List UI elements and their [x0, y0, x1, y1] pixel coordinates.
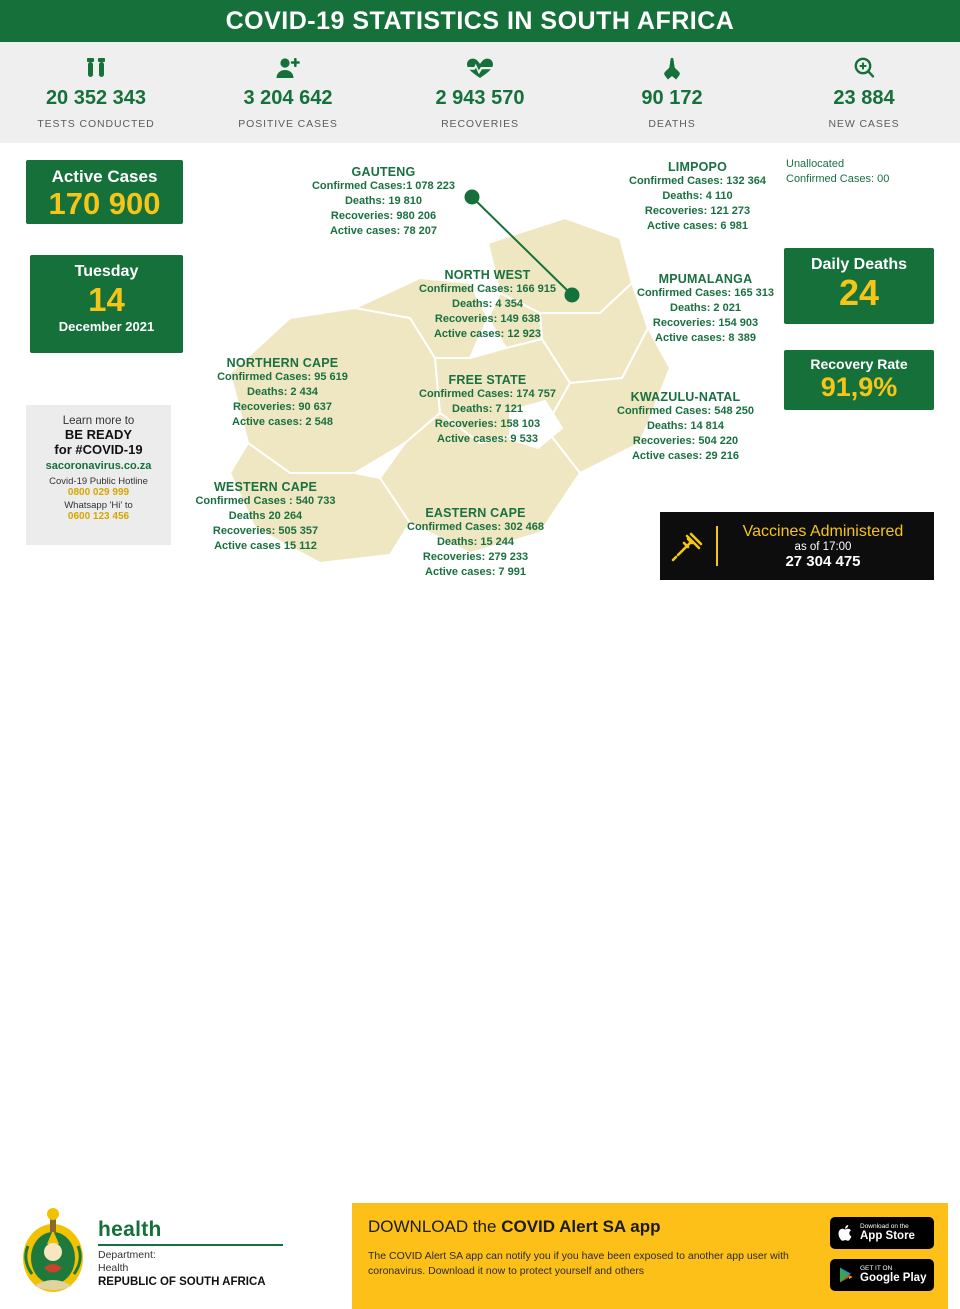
province-deaths: Deaths: 14 814	[646, 420, 725, 432]
stat-value: 2 943 570	[435, 87, 525, 109]
hotline-number: 0800 029 999	[67, 487, 130, 498]
health-line3: REPUBLIC OF SOUTH AFRICA	[98, 1276, 266, 1288]
googleplay-small-label: GET IT ON	[860, 1264, 893, 1272]
heart-pulse-icon	[465, 55, 495, 81]
province-label-limpopo	[590, 160, 805, 234]
province-name: WESTERN CAPE	[213, 480, 318, 494]
daily-deaths-panel	[784, 248, 934, 324]
vaccines-title: Vaccines Administered	[742, 522, 904, 540]
vaccines-as-of: as of 17:00	[794, 540, 852, 553]
south-africa-coat-of-arms	[14, 1206, 92, 1306]
stat-label: TESTS CONDUCTED	[37, 118, 155, 130]
date-month-year: December 2021	[58, 319, 155, 334]
active-cases-title: Active Cases	[51, 167, 158, 186]
province-name: LIMPOPO	[667, 160, 728, 174]
stat-label: NEW CASES	[828, 118, 900, 130]
be-ready-line1: Learn more to	[62, 415, 135, 427]
date-panel	[30, 255, 183, 353]
province-confirmed: Confirmed Cases: 132 364	[629, 175, 766, 187]
province-deaths: Deaths: 4 354	[452, 298, 523, 310]
stat-label: RECOVERIES	[441, 118, 519, 130]
app-banner-title-bold: COVID Alert SA app	[501, 1217, 661, 1236]
stat-deaths	[576, 42, 768, 143]
province-confirmed: Confirmed Cases: 95 619	[217, 371, 348, 383]
stat-label: POSITIVE CASES	[238, 118, 338, 130]
apple-icon	[836, 1224, 856, 1242]
province-name: EASTERN CAPE	[425, 506, 526, 520]
appstore-download-button[interactable]	[830, 1217, 934, 1249]
stat-value: 20 352 343	[45, 87, 147, 109]
summary-stats-bar	[0, 42, 960, 143]
province-active: Active cases: 9 533	[437, 433, 538, 445]
app-banner-title-plain: DOWNLOAD the	[368, 1217, 502, 1236]
page-header	[0, 0, 960, 42]
googleplay-big-label: Google Play	[860, 1272, 927, 1285]
covid-alert-app-banner	[352, 1203, 948, 1309]
app-banner-description: The COVID Alert SA app can notify you if you have been exposed to another app user with coronavirus. Download it now to protect yourself and others	[368, 1250, 789, 1277]
health-line1: Department:	[98, 1249, 156, 1261]
appstore-small-label: Download on the	[860, 1222, 909, 1230]
province-deaths: Deaths: 7 121	[452, 403, 523, 415]
province-deaths: Deaths: 2 021	[670, 302, 741, 314]
unallocated-title: Unallocated	[786, 158, 845, 170]
province-label-gauteng	[276, 165, 491, 239]
vaccines-administered-panel	[660, 512, 934, 580]
province-name: MPUMALANGA	[658, 272, 753, 286]
page-title: COVID-19 STATISTICS IN SOUTH AFRICA	[225, 6, 735, 35]
province-recoveries: Recoveries: 90 637	[232, 401, 333, 413]
province-label-north-west	[380, 268, 595, 342]
province-active: Active cases: 8 389	[655, 332, 756, 344]
province-label-eastern-cape	[368, 506, 583, 580]
province-confirmed: Confirmed Cases: 165 313	[637, 287, 774, 299]
person-plus-icon	[274, 55, 302, 81]
province-confirmed: Confirmed Cases : 540 733	[195, 495, 336, 507]
appstore-big-label: App Store	[860, 1230, 915, 1243]
googleplay-download-button[interactable]	[830, 1259, 934, 1291]
active-cases-value: 170 900	[48, 186, 161, 221]
province-deaths: Deaths: 19 810	[344, 195, 423, 207]
province-name: KWAZULU-NATAL	[630, 390, 741, 404]
province-active: Active cases: 7 991	[425, 566, 526, 578]
province-label-free-state	[380, 373, 595, 447]
province-active: Active cases: 78 207	[329, 225, 438, 237]
stat-label: DEATHS	[648, 118, 696, 130]
province-recoveries: Recoveries: 505 357	[212, 525, 319, 537]
sacoronavirus-link[interactable]: sacoronavirus.co.za	[45, 460, 152, 472]
province-confirmed: Confirmed Cases: 174 757	[419, 388, 556, 400]
page-footer	[0, 598, 960, 1288]
hotline-label: Covid-19 Public Hotline	[49, 476, 148, 487]
active-cases-panel	[26, 160, 183, 224]
syringe-icon	[660, 529, 716, 563]
province-recoveries: Recoveries: 154 903	[652, 317, 759, 329]
province-name: GAUTENG	[351, 165, 416, 179]
whatsapp-number: 0600 123 456	[67, 511, 130, 522]
whatsapp-label: Whatsapp 'Hi' to	[64, 500, 133, 511]
province-recoveries: Recoveries: 158 103	[434, 418, 541, 430]
test-tubes-icon	[81, 55, 111, 81]
date-day: 14	[88, 281, 125, 318]
health-divider	[98, 1244, 283, 1246]
recovery-rate-panel	[784, 350, 934, 410]
province-name: NORTH WEST	[444, 268, 531, 282]
province-recoveries: Recoveries: 121 273	[644, 205, 751, 217]
vaccines-value: 27 304 475	[785, 552, 861, 570]
province-confirmed: Confirmed Cases: 302 468	[407, 521, 544, 533]
date-weekday: Tuesday	[74, 263, 139, 280]
unallocated-cases	[786, 157, 946, 187]
stat-positive-cases	[192, 42, 384, 143]
province-label-mpumalanga	[598, 272, 813, 346]
daily-deaths-title: Daily Deaths	[810, 256, 908, 273]
stat-value: 90 172	[641, 87, 703, 109]
province-name: NORTHERN CAPE	[226, 356, 339, 370]
province-active: Active cases: 6 981	[647, 220, 748, 232]
be-ready-line2: BE READY	[64, 427, 133, 442]
recovery-rate-title: Recovery Rate	[810, 356, 908, 372]
province-deaths: Deaths: 15 244	[436, 536, 515, 548]
stat-recoveries	[384, 42, 576, 143]
stat-new-cases	[768, 42, 960, 143]
daily-deaths-value: 24	[838, 272, 880, 313]
province-confirmed: Confirmed Cases:1 078 223	[311, 180, 456, 192]
province-recoveries: Recoveries: 980 206	[330, 210, 437, 222]
praying-hands-icon	[658, 55, 686, 81]
province-label-kwazulu-natal	[578, 390, 793, 464]
be-ready-line3: for #COVID-19	[54, 442, 143, 457]
province-recoveries: Recoveries: 279 233	[422, 551, 529, 563]
google-play-icon	[836, 1266, 856, 1284]
health-department-logo	[98, 1218, 328, 1288]
stat-value: 23 884	[833, 87, 895, 109]
province-confirmed: Confirmed Cases: 166 915	[419, 283, 556, 295]
province-recoveries: Recoveries: 504 220	[632, 435, 739, 447]
province-active: Active cases: 29 216	[631, 450, 740, 462]
province-active: Active cases 15 112	[214, 540, 317, 552]
unallocated-confirmed: Confirmed Cases: 00	[786, 173, 890, 185]
magnifier-plus-icon	[851, 55, 877, 81]
stat-value: 3 204 642	[243, 87, 333, 109]
health-title: health	[98, 1218, 162, 1241]
province-confirmed: Confirmed Cases: 548 250	[617, 405, 754, 417]
province-active: Active cases: 12 923	[433, 328, 542, 340]
province-deaths: Deaths 20 264	[228, 510, 303, 522]
stat-tests-conducted	[0, 42, 192, 143]
province-label-western-cape	[158, 480, 373, 554]
province-recoveries: Recoveries: 149 638	[434, 313, 541, 325]
province-deaths: Deaths: 2 434	[247, 386, 318, 398]
province-label-northern-cape	[175, 356, 390, 430]
province-name: FREE STATE	[448, 373, 527, 387]
be-ready-info-box	[26, 405, 171, 545]
province-active: Active cases: 2 548	[232, 416, 333, 428]
recovery-rate-value: 91,9%	[820, 372, 898, 402]
health-line2: Health	[98, 1262, 129, 1274]
province-deaths: Deaths: 4 110	[662, 190, 733, 202]
